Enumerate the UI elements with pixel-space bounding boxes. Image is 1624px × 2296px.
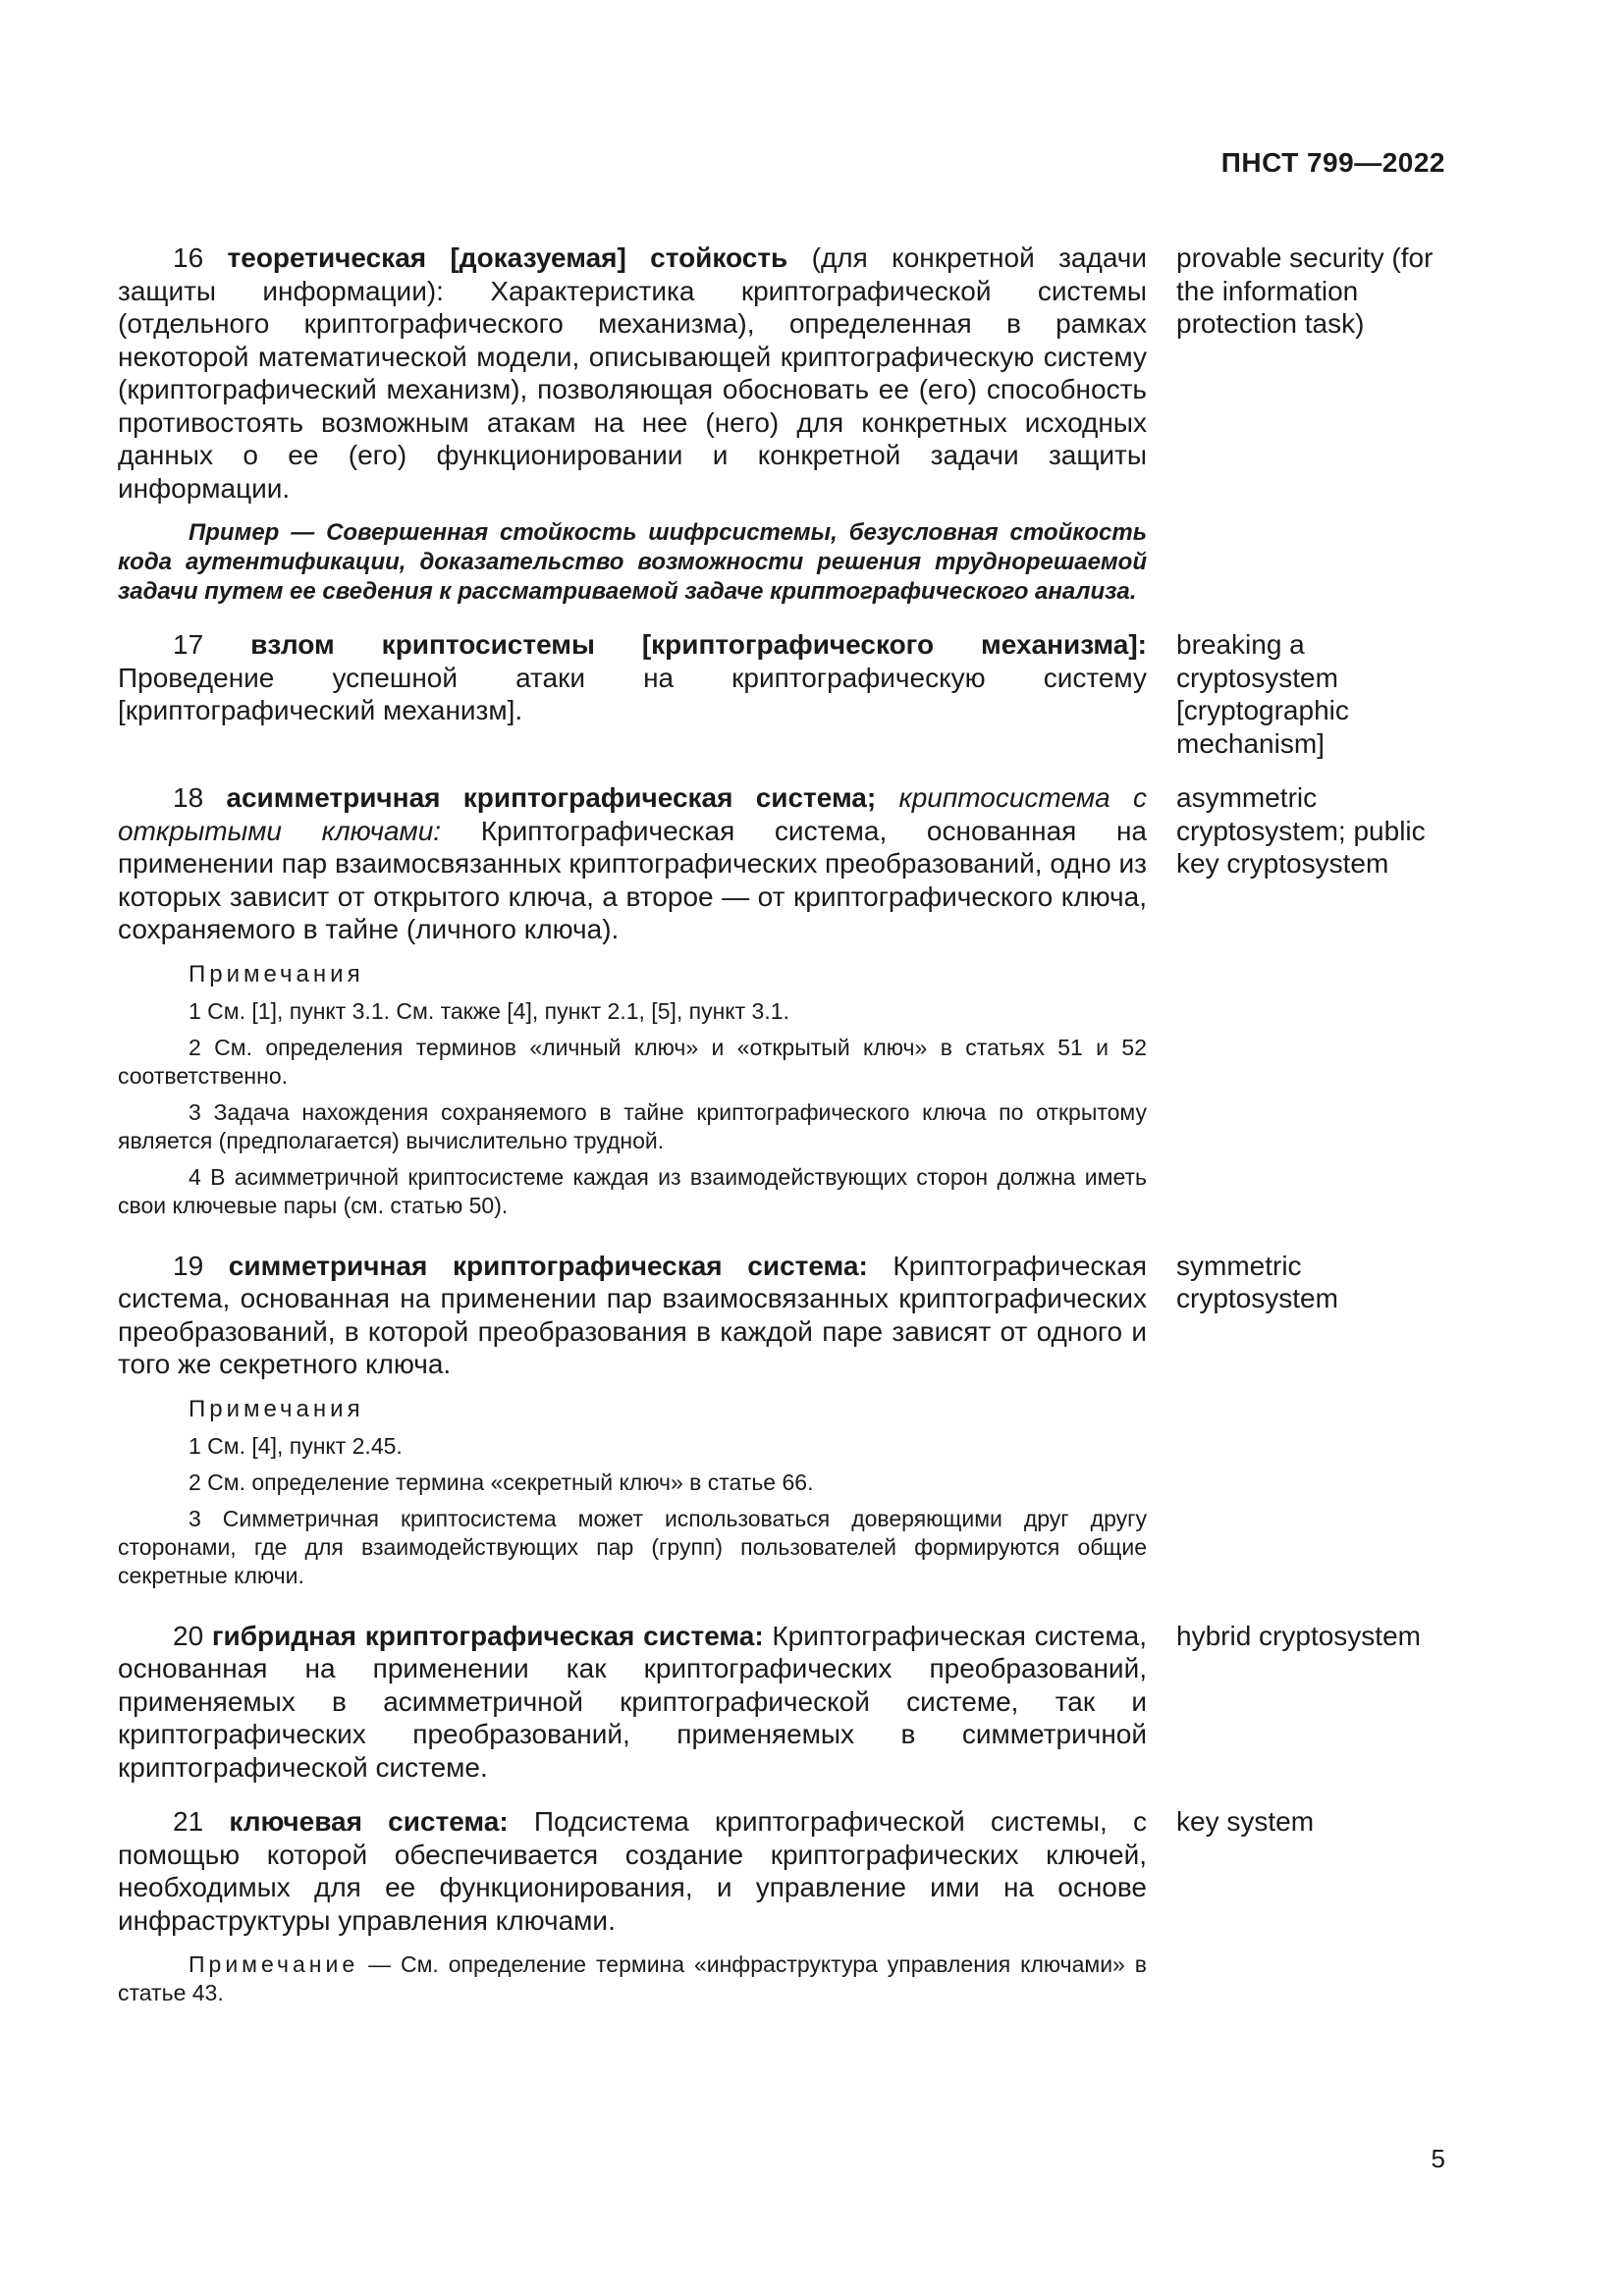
term-number: 20: [173, 1620, 204, 1651]
note-item: 2 См. определения терминов «личный ключ» и «открытый ключ» в статьях 51 и 52 соответственно.: [118, 1034, 1147, 1089]
notes-block: [118, 960, 1147, 1220]
term-entry-body: [118, 1805, 1147, 2007]
note-item: 1 См. [1], пункт 3.1. См. также [4], пункт 2.1, [5], пункт 3.1.: [189, 997, 789, 1024]
term-entry-body: [118, 1620, 1147, 1785]
definition-text: Проведение успешной атаки на криптографическую систему [криптографический механизм].: [118, 662, 1147, 725]
term-title: гибридная криптографическая система:: [211, 1620, 764, 1651]
term-title: симметричная криптографическая система:: [228, 1250, 868, 1281]
term-entry-21: [118, 1805, 1443, 2007]
term-definition: [118, 241, 1147, 505]
term-entry-body: [118, 241, 1147, 607]
note-block: [118, 1950, 1147, 2007]
term-definition: [118, 1805, 1147, 1937]
terms-list: [118, 241, 1443, 2029]
note-text: — См. определение термина «инфраструктура управления ключами» в статье 43.: [118, 1951, 1147, 2005]
note-item: 3 Симметричная криптосистема может использоваться доверяющими друг другу сторонами, где для взаимодействующих пар (групп) пользователей формируются общие секретные ключи.: [118, 1505, 1147, 1588]
term-definition: [118, 1620, 1147, 1785]
note-item: 3 Задача нахождения сохраняемого в тайне криптографического ключа по открытому является (предполагается) вычислительно трудной.: [118, 1098, 1147, 1153]
term-number: 18: [173, 782, 204, 813]
english-equivalent: breaking a cryptosystem [cryptographic mechanism]: [1176, 629, 1349, 759]
english-equivalent: provable security (for the information protection task): [1176, 242, 1434, 339]
page-number: 5: [1431, 2144, 1445, 2173]
term-entry-body: [118, 1250, 1147, 1598]
term-number: 19: [173, 1250, 204, 1281]
english-equivalent: key system: [1176, 1806, 1315, 1837]
notes-block: [118, 1395, 1147, 1590]
term-definition: [118, 781, 1147, 946]
note-label: Примечание: [189, 1951, 359, 1977]
term-title: взлом криптосистемы [криптографического механизма]:: [250, 629, 1147, 660]
definition-text: Криптографическая система, основанная на применении как криптографических преобразований, применяемых в асимметричной криптографической системе, так и криптографических преобразований, применяемых в симметричной криптографической системе.: [118, 1620, 1147, 1783]
term-entry-20: [118, 1620, 1443, 1785]
note-item: 4 В асимметричной криптосистеме каждая из взаимодействующих сторон должна иметь свои ключевые пары (см. статью 50).: [118, 1163, 1147, 1218]
definition-text: Криптографическая система, основанная на применении пар взаимосвязанных криптографических преобразований, в которой преобразования в каждой паре зависят от одного и того же секретного ключа.: [118, 1250, 1147, 1379]
term-definition: [118, 1250, 1147, 1381]
term-entry-19: [118, 1250, 1443, 1598]
document-code: ПНСТ 799—2022: [1220, 147, 1445, 178]
term-entry-17: [118, 628, 1443, 760]
term-entry-18: [118, 781, 1443, 1228]
definition-text: (для конкретной задачи защиты информации): Характеристика криптографической системы (отдельного криптографического механизма), определенная в рамках некоторой математической модели, описывающей криптографическую систему (криптографический механизм), позволяющая обосновать ее (его) способность противостоять возможным атакам на нее (него) для конкретных исходных данных о ее (его) функционировании и конкретной задачи защиты информации.: [118, 242, 1148, 504]
term-entry-body: [118, 628, 1147, 727]
term-title: асимметричная криптографическая система;: [226, 782, 877, 813]
term-entry-body: [118, 781, 1147, 1228]
notes-heading: Примечания: [189, 960, 364, 988]
definition-text: Подсистема криптографической системы, с помощью которой обеспечивается создание криптографических ключей, необходимых для ее функционирования, и управление ими на основе инфраструктуры управления ключами.: [118, 1806, 1148, 1936]
term-example: Пример — Совершенная стойкость шифрсистемы, безусловная стойкость кода аутентификации, доказательство возможности решения труднорешаемой задачи путем ее сведения к рассматриваемой задаче криптографического анализа.: [118, 519, 1147, 605]
note-item: 2 См. определение термина «секретный ключ» в статье 66.: [189, 1468, 814, 1495]
english-equivalent: hybrid cryptosystem: [1176, 1620, 1421, 1651]
term-entry-16: [118, 241, 1443, 607]
definition-text: Криптографическая система, основанная на применении пар взаимосвязанных криптографических преобразований, одно из которых зависит от открытого ключа, а второе — от криптографического ключа, сохраняемого в тайне (личного ключа).: [118, 815, 1147, 944]
alternative-term: криптосистема с открытыми ключами:: [118, 782, 1147, 846]
note-item: 1 См. [4], пункт 2.45.: [189, 1432, 403, 1459]
term-title: ключевая система:: [229, 1806, 509, 1837]
notes-heading: Примечания: [189, 1395, 364, 1422]
term-number: 16: [173, 242, 204, 273]
term-number: 21: [173, 1806, 204, 1837]
term-definition: [118, 628, 1147, 727]
english-equivalent: symmetric cryptosystem: [1176, 1250, 1338, 1313]
term-title: теоретическая [доказуемая] стойкость: [227, 242, 788, 273]
term-number: 17: [173, 629, 204, 660]
english-equivalent: asymmetric cryptosystem; public key cryptosystem: [1176, 782, 1426, 879]
